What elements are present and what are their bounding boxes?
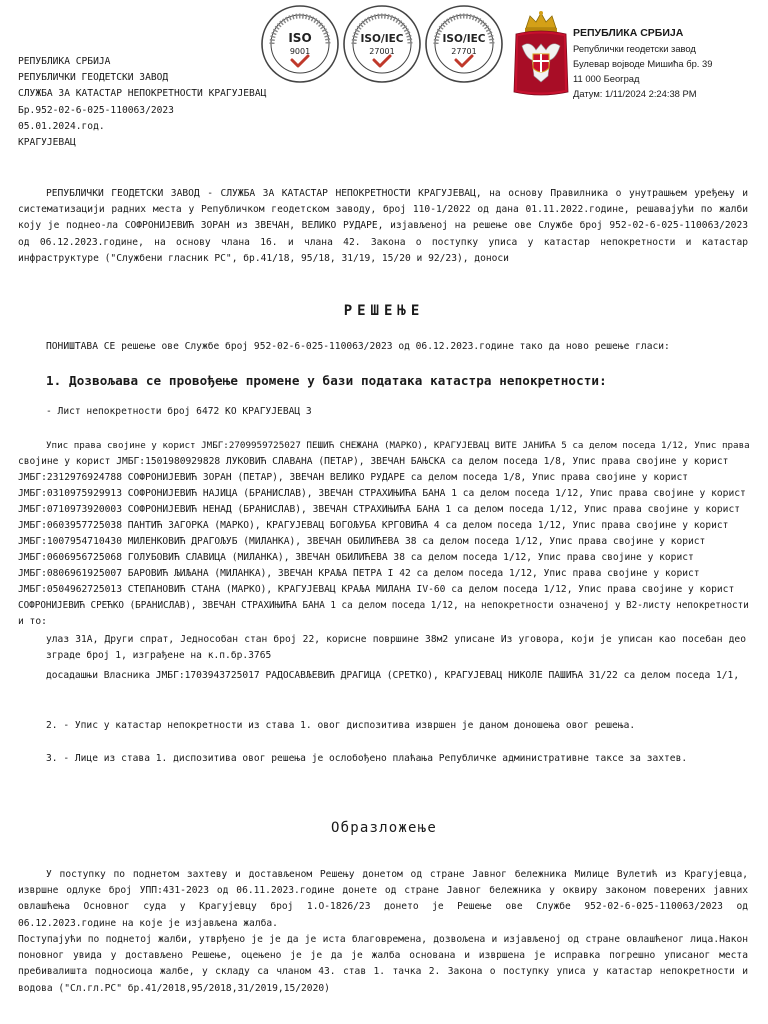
rights-line: ЈМБГ:0504962725013 СТЕПАНОВИЋ СТАНА (МАРКО), КРАГУЈЕВАЦ КРАЉА МИЛАНА IV-60 са делом поседа 1/12, Упис права својине у корист: [18, 584, 735, 595]
annulment-line: ПОНИШТАВА СЕ решење ове Службе број 952-02-6-025-110063/2023 од 06.12.2023.године тако да ново решење гласи:: [46, 341, 670, 352]
institution-address: Булевар војводе Мишића бр. 39: [573, 58, 713, 69]
rights-line: ЈМБГ:2312976924788 СОФРОНИЈЕВИЋ ЗОРАН (ПЕТАР), ЗВЕЧАН ВЕЛИКО РУДАРЕ са делом поседа 1/8, Упис права својине у корист: [18, 472, 689, 483]
sender-line: РЕПУБЛИКА СРБИЈА: [18, 56, 111, 67]
sender-block: [18, 54, 266, 151]
intro-paragraph: РЕПУБЛИЧКИ ГЕОДЕТСКИ ЗАВОД - СЛУЖБА ЗА КАТАСТАР НЕПОКРЕТНОСТИ КРАГУЈЕВАЦ, на основу Правилника о унутрашњем уређењу и систематизацији радних места у Републичком геодетском заводу, број 110-1/2022 од дана 01.11.2022.године, решавајући по жалби коју је поднео-ла СОФРОНИЈЕВИЋ ЗОРАН из ЗВЕЧАН, ВЕЛИКО РУДАРЕ, изјављеној на решење ове Службе број 952-02-6-025-110063/2023 од 06.12.2023.године, на основу члана 16. и члана 42. Закона о поступку уписа у катастар непокретности и катастар инфраструктуре ("Службени гласник РС", бр.41/18, 95/18, 31/19, 15/20 и 92/23), доноси: [18, 188, 748, 264]
institution-line: Републички геодетски завод: [573, 43, 696, 54]
rights-line: ЈМБГ:0310975929913 СОФРОНИЈЕВИЋ НАЈИЦА (БРАНИСЛАВ), ЗВЕЧАН СТРАХИЊИЋА БАНА 1 са делом поседа 1/12, Упис права својине у корист: [18, 488, 746, 499]
rights-line: и то:: [18, 616, 47, 627]
rights-line: ЈМБГ:0710973920003 СОФРОНИЈЕВИЋ НЕНАД (БРАНИСЛАВ), ЗВЕЧАН СТРАХИЊИЋА БАНА 1 са делом поседа 1/12, Упис права својине у корист: [18, 504, 740, 515]
item-2: 2. - Упис у катастар непокретности из става 1. овог диспозитива извршен је даном доношења овог решења.: [46, 720, 636, 731]
sender-city: КРАГУЈЕВАЦ: [18, 137, 76, 149]
seal-code: ISO/IEC: [360, 33, 404, 45]
iso-27001-seal-icon: [342, 4, 422, 84]
sender-line: СЛУЖБА ЗА КАТАСТАР НЕПОКРЕТНОСТИ КРАГУЈЕВАЦ: [18, 88, 267, 100]
case-number: Бр.952-02-6-025-110063/2023: [18, 104, 174, 116]
rights-line: ЈМБГ:0603957725038 ПАНТИЋ ЗАГОРКА (МАРКО), КРАГУЈЕВАЦ БОГОЉУБА КРГОВИЋА 4 са делом поседа 1/12, Упис права својине у корист: [18, 520, 729, 531]
rights-line: ЈМБГ:0806961925007 БАРОВИЋ ЉИЉАНА (МИЛАНКА), ЗВЕЧАН КРАЉА ПЕТРА I 42 са делом поседа 1/12, Упис права својине у корист: [18, 568, 700, 579]
seal-number: 27001: [369, 47, 395, 56]
rights-line: ЈМБГ:1007954710430 МИЛЕНКОВИЋ ДРАГОЉУБ (МИЛАНКА), ЗВЕЧАН ОБИЛИЋЕВА 38 са делом поседа 1/12, Упис права својине у корист: [18, 536, 706, 547]
iso-27701-seal-icon: [424, 4, 504, 84]
document-date: 05.01.2024.год.: [18, 120, 105, 132]
institution-title: РЕПУБЛИКА СРБИЈА: [573, 27, 684, 39]
previous-owner-line: досадашњи Власника ЈМБГ:1703943725017 РАДОСАВЉЕВИЋ ДРАГИЦА (СРЕТКО), КРАГУЈЕВАЦ НИКОЛЕ ПАШИЋА 31/22 са делом поседа 1/1,: [46, 670, 740, 681]
institution-city: 11 000 Београд: [573, 73, 640, 84]
signature-date: Датум: 1/11/2024 2:24:38 PM: [573, 88, 697, 99]
seal-number: 27701: [451, 47, 477, 56]
institution-block: [573, 26, 712, 101]
seal-code: ISO/IEC: [442, 33, 486, 45]
seal-number: 9001: [289, 47, 311, 56]
iso-9001-seal-icon: [260, 4, 340, 84]
seal-code: ISO: [288, 31, 312, 45]
reasoning-heading: Образложење: [331, 820, 437, 836]
rights-line: својине у корист ЈМБГ:1501980929828 ЛУКОВИЋ СЛАВАНА (ПЕТАР), ЗВЕЧАН БАЊСКА са делом поседа 1/8, Упис права својине у корист: [18, 456, 729, 467]
decision-heading: РЕШЕЊЕ: [343, 303, 425, 319]
reasoning-paragraph-1: У поступку по поднетом захтеву и достављеном Решењу донетом од стране Јавног бележника Милице Вулетић из Крагујевца, извршне одлуке број УПП:431-2023 од 06.11.2023.године донете од стране Јавног бележника у оквиру законом поверених јавних овлашћења Основног суда у Крагујевцу број 1.О-1826/23 донето је Решење ове Службе 952-02-6-025-110063/2023 од 06.12.2023.године на које је изјављена жалба.: [18, 869, 748, 929]
item-3: 3. - Лице из става 1. диспозитива овог решења је ослобођено плаћања Републичке административне таксе за захтев.: [46, 753, 688, 764]
coat-of-arms-icon: [512, 10, 570, 96]
sender-line: РЕПУБЛИЧКИ ГЕОДЕТСКИ ЗАВОД: [18, 72, 169, 84]
property-list-line: - Лист непокретности број 6472 КО КРАГУЈЕВАЦ 3: [46, 406, 312, 417]
unit-description: улаз 31А, Други спрат, Једнособан стан број 22, корисне површине 38м2 уписане Из уговора, који је уписан као посебан део зграде број 1, изграђене на к.п.бр.3765: [46, 634, 746, 662]
rights-line: СОФРОНИЈЕВИЋ СРЕЋКО (БРАНИСЛАВ), ЗВЕЧАН СТРАХИЊИЋА БАНА 1 са делом поседа 1/12, на непокретности означеној у В2-листу непокретности: [18, 600, 749, 611]
rights-line: ЈМБГ:0606956725068 ГОЛУБОВИЋ СЛАВИЦА (МИЛАНКА), ЗВЕЧАН ОБИЛИЋЕВА 38 са делом поседа 1/12, Упис права својине у корист: [18, 552, 694, 563]
item-1-heading: 1. Дозвољава се провођење промене у бази података катастра непокретности:: [46, 373, 607, 388]
reasoning-paragraph-2: Поступајући по поднетој жалби, утврђено је је да је иста благовремена, дозвољена и изјављеној од стране овлашћеног лица.Након поновног увида у достављено Решење, оцењено је је да је жалба основана и извршена је исправка погрешно уписаног места пребивалишта подносиоца жалбе, у складу са чланом 43. став 1. тачка 2. Закона о поступку уписа у катастар непокретности и водова ("Сл.гл.РС" бр.41/2018,95/2018,31/2019,15/2020): [18, 934, 748, 994]
rights-line: Упис права својине у корист ЈМБГ:2709959725027 ПЕШИЋ СНЕЖАНА (МАРКО), КРАГУЈЕВАЦ ВИТЕ ЈАНИЋА 5 са делом поседа 1/12, Упис права: [46, 440, 750, 451]
